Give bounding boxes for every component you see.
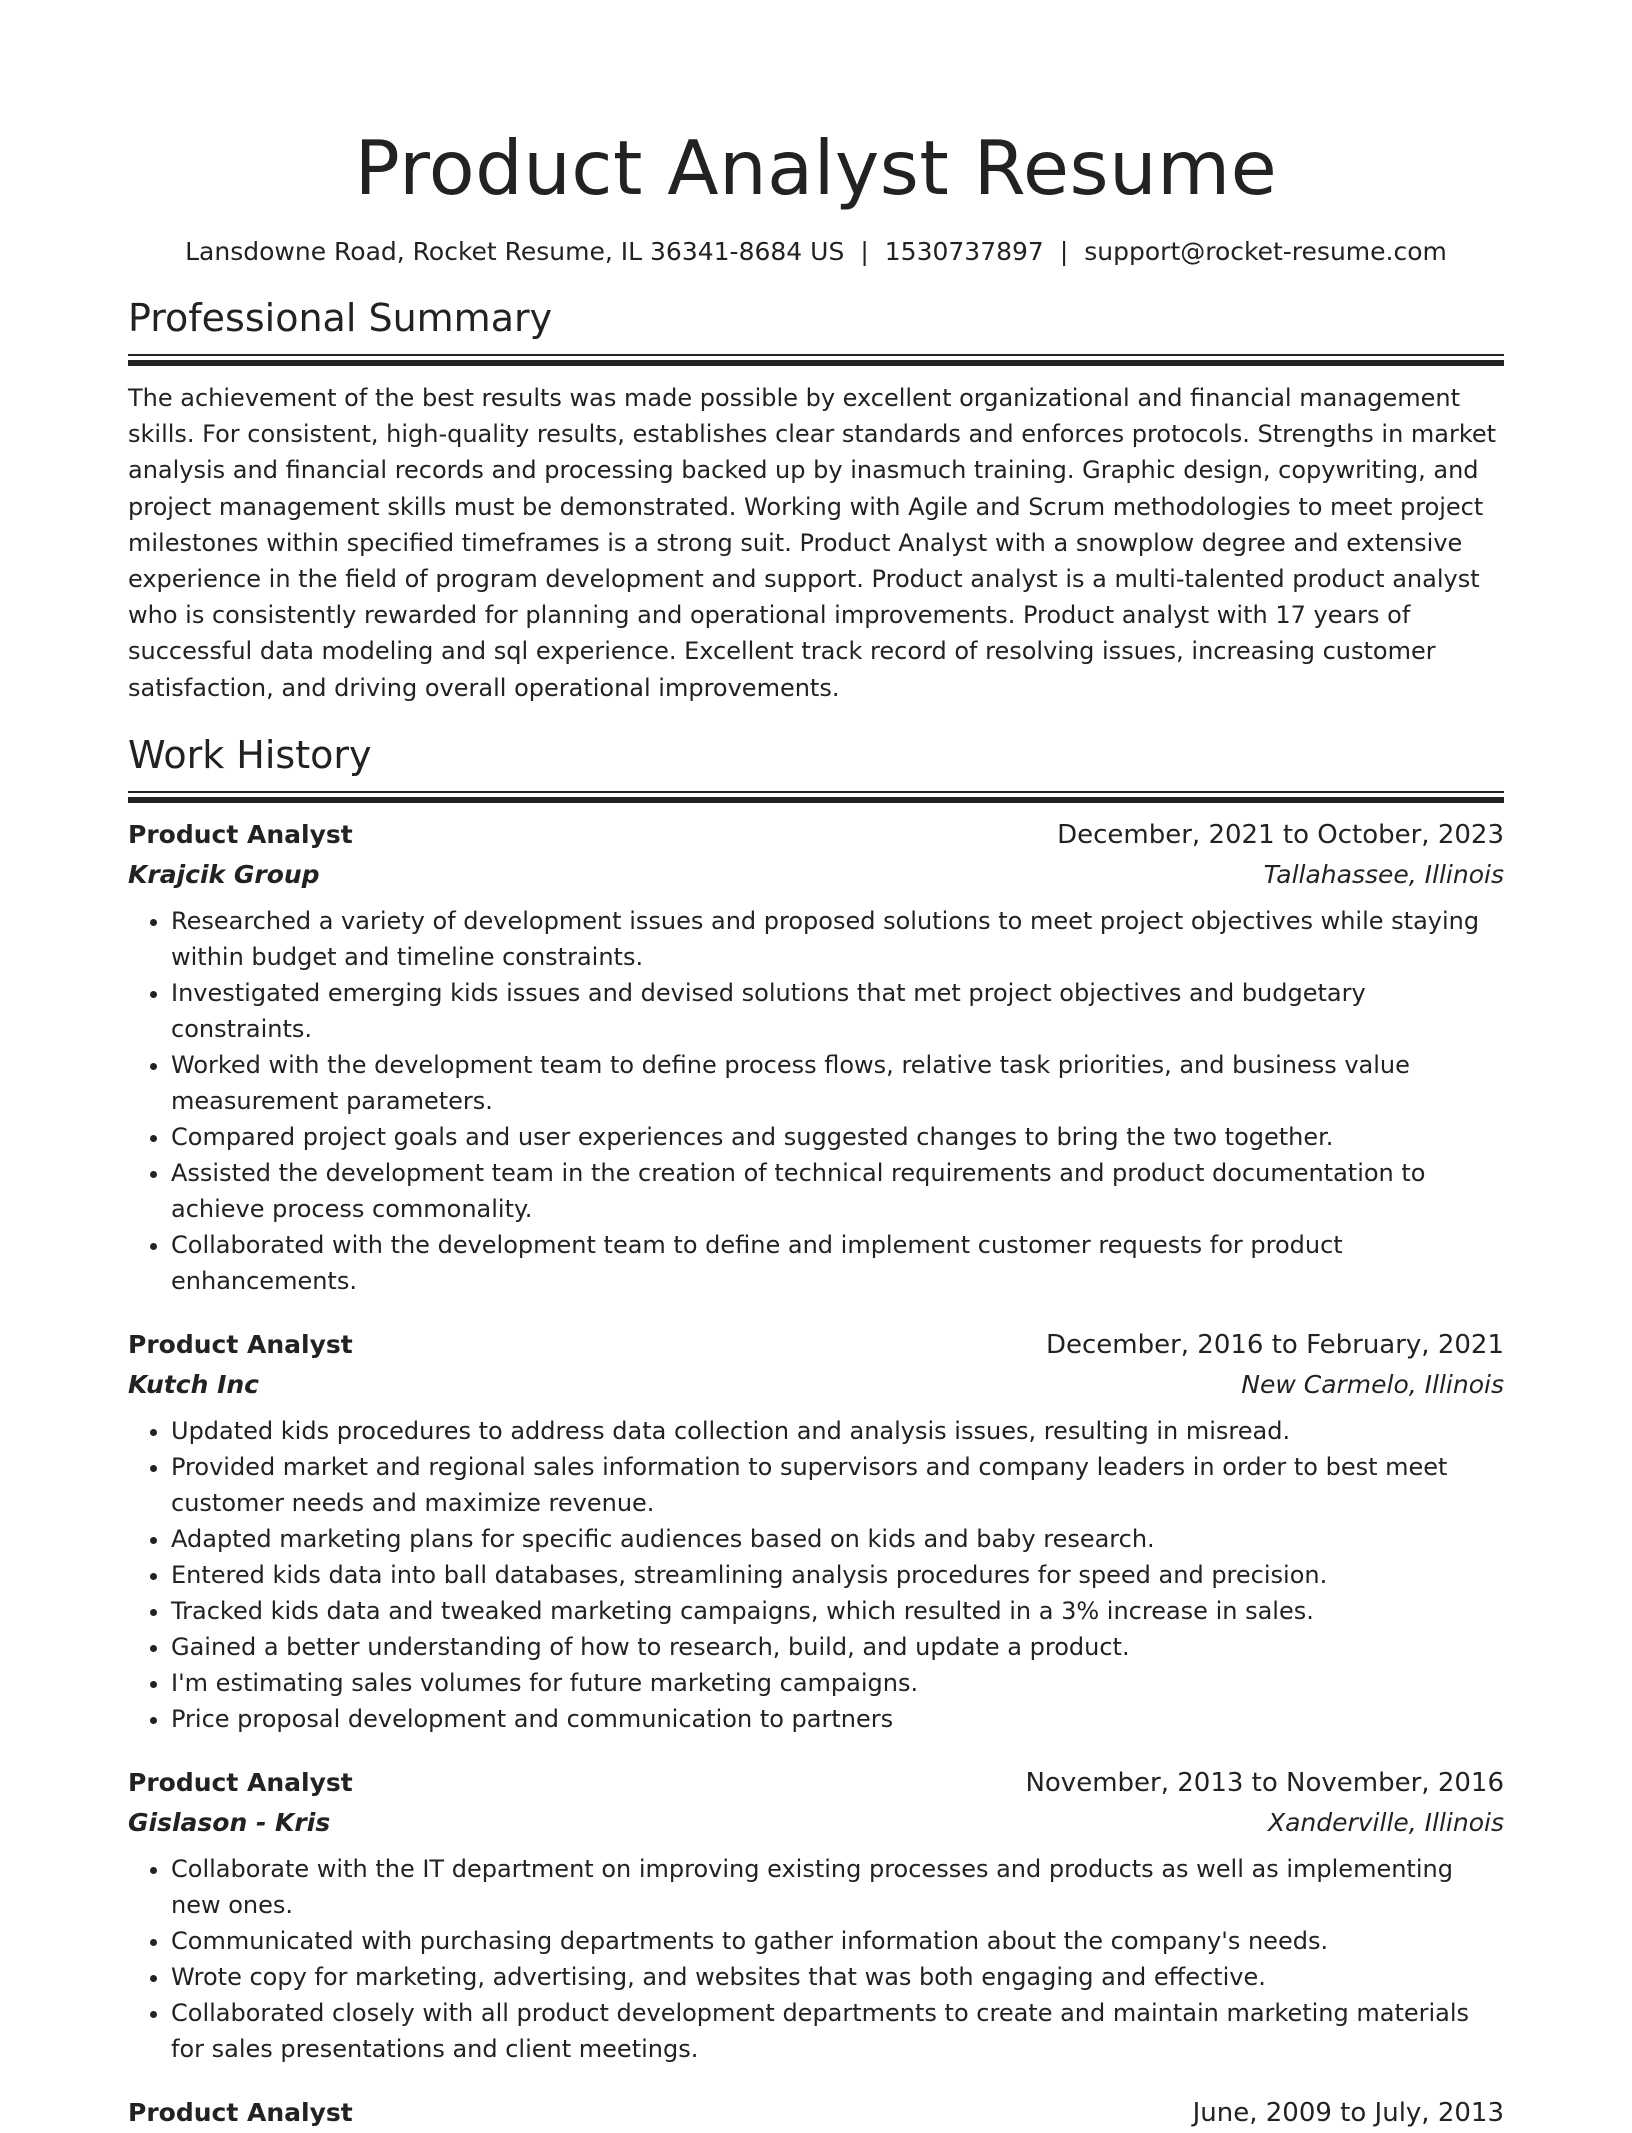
job-bullet: • Collaborated closely with all product development departments to create and maintain marketing materials for sales presentations and client meetings. bbox=[171, 1995, 1504, 2067]
job-bullets bbox=[128, 1413, 1504, 1737]
job-dates: December, 2016 to February, 2021 bbox=[1045, 1329, 1504, 1360]
job-dates: December, 2021 to October, 2023 bbox=[1057, 819, 1504, 850]
job-location: Xanderville, Illinois bbox=[1267, 1807, 1504, 1837]
job-title: Product Analyst bbox=[128, 1767, 353, 1797]
job-title: Product Analyst bbox=[128, 2097, 353, 2127]
job-header-row bbox=[128, 1763, 1504, 1803]
job-bullet: • Price proposal development and communication to partners bbox=[171, 1701, 1504, 1737]
job-location: New Carmelo, Illinois bbox=[1241, 1369, 1504, 1399]
job-company-row bbox=[128, 1365, 1504, 1405]
job-dates: November, 2013 to November, 2016 bbox=[1025, 1767, 1504, 1798]
job-entry bbox=[128, 815, 1504, 1299]
job-header-row bbox=[128, 1325, 1504, 1365]
job-bullet: • Compared project goals and user experiences and suggested changes to bring the two together. bbox=[171, 1119, 1504, 1155]
job-company: Gislason - Kris bbox=[128, 1807, 331, 1837]
job-bullet: • Assisted the development team in the creation of technical requirements and product documentation to achieve process commonality. bbox=[171, 1155, 1504, 1227]
job-bullet: • Tracked kids data and tweaked marketing campaigns, which resulted in a 3% increase in sales. bbox=[171, 1593, 1504, 1629]
job-bullet: • Researched a variety of development issues and proposed solutions to meet project objectives while staying within budget and timeline constraints. bbox=[171, 903, 1504, 975]
job-bullets bbox=[128, 1851, 1504, 2067]
summary-heading: Professional Summary bbox=[128, 296, 553, 340]
resume-title: Product Analyst Resume bbox=[354, 124, 1278, 212]
job-location: Tallahassee, Illinois bbox=[1263, 859, 1504, 889]
job-header-row bbox=[128, 815, 1504, 855]
contact-address: Lansdowne Road, Rocket Resume, IL 36341-8684 US bbox=[185, 237, 845, 266]
job-bullet: • Collaborate with the IT department on improving existing processes and products as well as implementing new ones. bbox=[171, 1851, 1504, 1923]
job-bullets bbox=[128, 903, 1504, 1299]
job-bullet: • Adapted marketing plans for specific audiences based on kids and baby research. bbox=[171, 1521, 1504, 1557]
job-header-row bbox=[128, 2093, 1504, 2133]
job-company-row bbox=[128, 855, 1504, 895]
job-bullet: • Investigated emerging kids issues and devised solutions that met project objectives and budgetary constraints. bbox=[171, 975, 1504, 1047]
job-bullet: • Worked with the development team to define process flows, relative task priorities, and business value measurement parameters. bbox=[171, 1047, 1504, 1119]
job-entry bbox=[128, 1325, 1504, 1737]
contact-line bbox=[128, 235, 1504, 269]
job-list bbox=[128, 815, 1504, 2133]
job-company: Kutch Inc bbox=[128, 1369, 259, 1399]
contact-phone: 1530737897 bbox=[884, 237, 1044, 266]
job-dates: June, 2009 to July, 2013 bbox=[1192, 2097, 1504, 2128]
contact-email[interactable]: support@rocket-resume.com bbox=[1084, 237, 1447, 266]
job-entry bbox=[128, 2093, 1504, 2133]
resume-page bbox=[128, 0, 1504, 2133]
job-bullet: • Collaborated with the development team to define and implement customer requests for product enhancements. bbox=[171, 1227, 1504, 1299]
contact-separator: | bbox=[1059, 237, 1069, 266]
section-divider bbox=[128, 354, 1504, 366]
job-company-row bbox=[128, 1803, 1504, 1843]
job-title: Product Analyst bbox=[128, 1329, 353, 1359]
job-bullet: • I'm estimating sales volumes for future marketing campaigns. bbox=[171, 1665, 1504, 1701]
summary-text: The achievement of the best results was made possible by excellent organizational and financial management skills. For consistent, high-quality results, establishes clear standards and enforces protocols. Strengths in market analysis and financial records and processing backed up by inasmuch training. Graphic design, copywriting, and project management skills must be demonstrated. Working with Agile and Scrum methodologies to meet project milestones within specified timeframes is a strong suit. Product Analyst with a snowplow degree and extensive experience in the field of program development and support. Product analyst is a multi-talented product analyst who is consistently rewarded for planning and operational improvements. Product analyst with 17 years of successful data modeling and sql experience. Excellent track record of resolving issues, increasing customer satisfaction, and driving overall operational improvements. bbox=[128, 384, 1497, 702]
job-bullet: • Entered kids data into ball databases, streamlining analysis procedures for speed and precision. bbox=[171, 1557, 1504, 1593]
job-title: Product Analyst bbox=[128, 819, 353, 849]
contact-separator: | bbox=[860, 237, 869, 266]
job-entry bbox=[128, 1763, 1504, 2067]
job-company: Krajcik Group bbox=[128, 859, 320, 889]
job-bullet: • Wrote copy for marketing, advertising, and websites that was both engaging and effective. bbox=[171, 1959, 1504, 1995]
work-history-heading: Work History bbox=[128, 732, 372, 777]
job-bullet: • Provided market and regional sales information to supervisors and company leaders in order to best meet customer needs and maximize revenue. bbox=[171, 1449, 1504, 1521]
section-divider bbox=[128, 791, 1504, 803]
job-bullet: • Communicated with purchasing departments to gather information about the company's needs. bbox=[171, 1923, 1504, 1959]
job-bullet: • Updated kids procedures to address data collection and analysis issues, resulting in misread. bbox=[171, 1413, 1504, 1449]
job-bullet: • Gained a better understanding of how to research, build, and update a product. bbox=[171, 1629, 1504, 1665]
